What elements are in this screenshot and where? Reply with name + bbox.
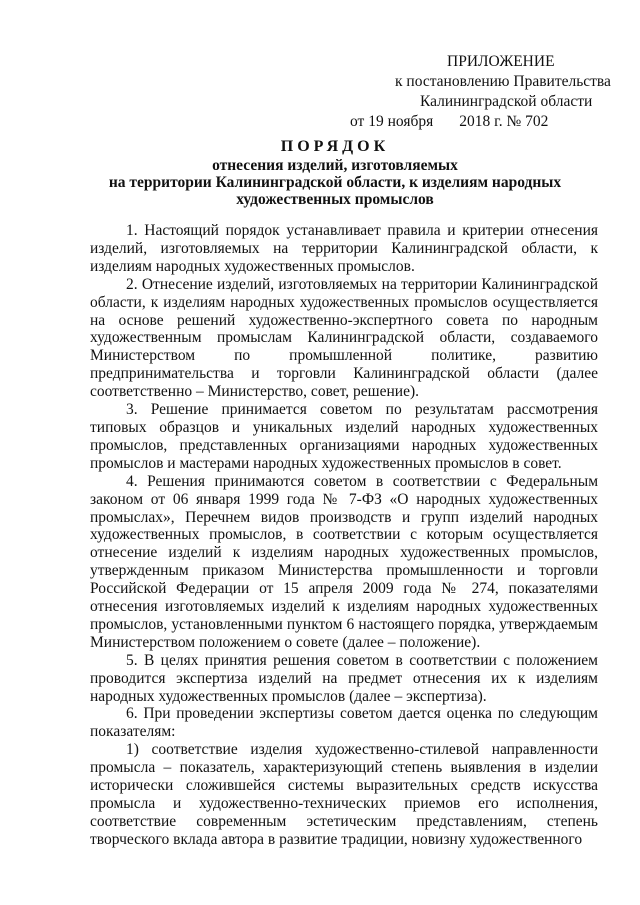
- paragraph-3: 3. Решение принимается советом по результатам рассмотрения типовых образцов и уникальных изделий народных художественных промыслов, представленных организациями народных художественных промыслов и мастерами народных художественных промыслов в совет.: [90, 401, 598, 472]
- title-subtitle-line-1: отнесения изделий, изготовляемых: [212, 157, 458, 174]
- paragraph-2: 2. Отнесение изделий, изготовляемых на территории Калининградской области, к изделиям народных художественных промыслов осуществляется на основе решений художественно-экспертного совета по народным художественным промыслам Калининградской области, создаваемого Министерством по промышленной политике, развитию предпринимательства и торговли Калининградской области (далее соответственно – Министерство, совет, решение).: [90, 275, 598, 401]
- document-title: [90, 138, 580, 208]
- resolution-reference: к постановлению Правительства: [395, 73, 611, 90]
- appendix-header: [340, 52, 610, 132]
- resolution-number: 2018 г. № 702: [459, 113, 549, 130]
- title-main: ПОРЯДОК: [280, 138, 390, 155]
- region-name: Калининградской области: [420, 93, 593, 110]
- paragraph-6: 6. При проведении экспертизы советом дается оценка по следующим показателям:: [90, 705, 598, 741]
- title-subtitle-line-3: художественных промыслов: [236, 191, 434, 208]
- paragraph-1: 1. Настоящий порядок устанавливает правила и критерии отнесения изделий, изготовляемых на территории Калининградской области, к изделиям народных художественных промыслов.: [90, 222, 598, 275]
- resolution-date: от 19 ноября: [350, 113, 434, 130]
- paragraph-5: 5. В целях принятия решения советом в соответствии с положением проводится экспертиза изделий на предмет отнесения их к изделиям народных художественных промыслов (далее – экспертиза).: [90, 651, 598, 705]
- appendix-label: ПРИЛОЖЕНИЕ: [447, 53, 555, 70]
- resolution-date-line: [340, 112, 610, 132]
- paragraph-6-item-1: 1) соответствие изделия художественно-стилевой направленности промысла – показатель, характеризующий степень выявления в изделии исторически сложившейся системы выразительных средств искусства промысла и художественно-технических приемов его исполнения, соответствие современным эстетическим представлениям, степень творческого вклада автора в развитие традиции, новизну художественного: [90, 741, 598, 848]
- paragraph-4: 4. Решения принимаются советом в соответствии с Федеральным законом от 06 января 1999 года № 7-ФЗ «О народных художественных промыслах», Перечнем видов производств и групп изделий народных художественных промыслов, в соответствии с которым осуществляется отнесение изделий к изделиям народных художественных промыслов, утвержденным приказом Министерства промышленности и торговли Российской Федерации от 15 апреля 2009 года № 274, показателями отнесения изготовляемых изделий к изделиям народных художественных промыслов, установленными пунктом 6 настоящего порядка, утверждаемым Министерством положением о совете (далее – положение).: [90, 472, 598, 651]
- title-subtitle-line-2: на территории Калининградской области, к изделиям народных: [108, 174, 562, 191]
- document-body: [90, 222, 598, 849]
